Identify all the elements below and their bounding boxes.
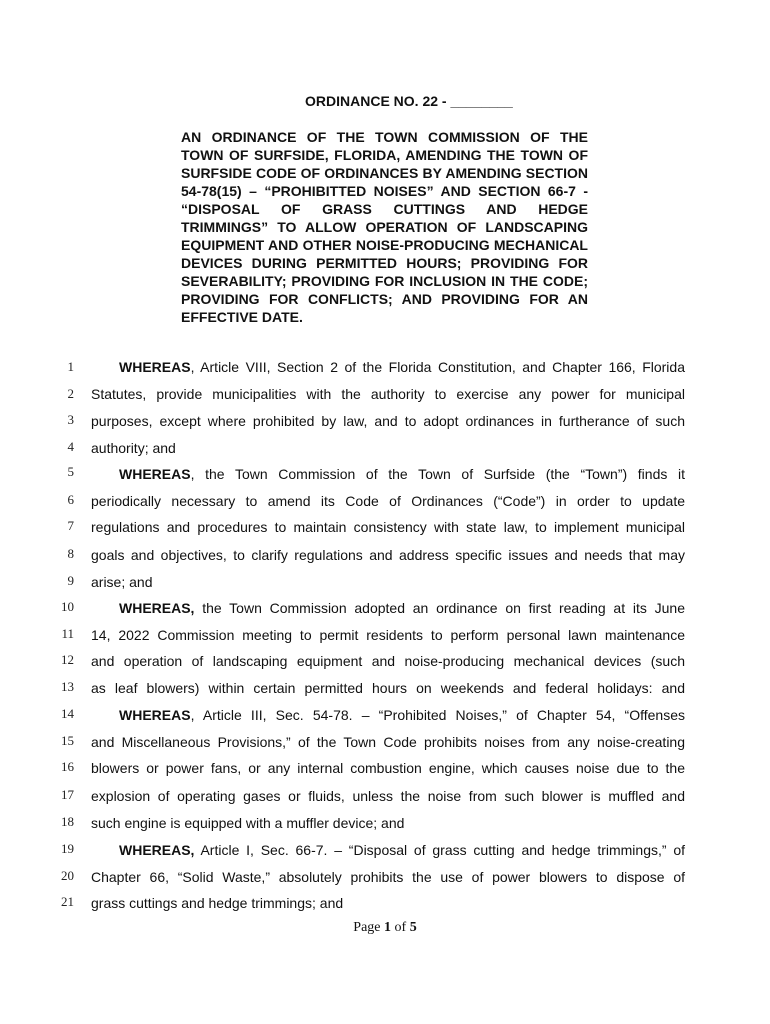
body-line [91,547,685,563]
line-number: 7 [67,518,74,533]
line-number: 10 [61,599,74,614]
body-line [91,386,685,402]
whereas-keyword: WHEREAS, [119,842,195,858]
line-text: as leaf blowers) within certain permitted hours on weekends and federal holidays: and [91,680,685,696]
page-current: 1 [384,920,392,935]
line-text: authority; and [91,440,176,456]
body-line [119,600,685,616]
whereas-keyword: WHEREAS [119,359,191,375]
line-number: 21 [61,894,74,909]
line-text: , the Town Commission of the Town of Surfside (the “Town”) finds it [190,466,685,482]
line-text: goals and objectives, to clarify regulations and address specific issues and needs that may [91,547,685,563]
line-number: 17 [61,787,74,802]
body-line [91,413,685,429]
page-footer [0,920,770,936]
line-text: and Miscellaneous Provisions,” of the Town Code prohibits noises from any noise-creating [91,734,685,750]
body-line [91,519,685,535]
body-line [119,707,685,723]
body-line [91,653,685,669]
line-text: such engine is equipped with a muffler device; and [91,815,405,831]
line-number: 20 [61,868,74,883]
body-line [91,869,685,885]
line-number: 3 [67,412,74,427]
line-number: 19 [61,841,74,856]
body-line [91,815,685,831]
line-text: regulations and procedures to maintain consistency with state law, to implement municipal [91,519,685,535]
line-text: grass cuttings and hedge trimmings; and [91,895,344,911]
line-number: 2 [67,386,74,401]
line-text: and operation of landscaping equipment and noise-producing mechanical devices (such [91,653,685,669]
line-text: purposes, except where prohibited by law, and to adopt ordinances in furtherance of such [91,413,685,429]
line-number: 1 [67,359,74,374]
line-text: arise; and [91,574,153,590]
line-text: Chapter 66, “Solid Waste,” absolutely prohibits the use of power blowers to dispose of [91,869,685,885]
line-text: Statutes, provide municipalities with the authority to exercise any power for municipal [91,386,685,402]
line-number: 8 [67,546,74,561]
page-total: 5 [409,920,417,935]
line-number: 15 [61,733,74,748]
body-line [91,760,685,776]
ordinance-number-title: ORDINANCE NO. 22 - ________ [305,93,513,109]
line-number: 11 [61,626,74,641]
line-number: 4 [67,439,74,454]
line-number: 12 [61,652,74,667]
body-line [91,788,685,804]
body-line [119,842,685,858]
line-text: explosion of operating gases or fluids, unless the noise from such blower is muffled and [91,788,685,804]
line-number: 16 [61,759,74,774]
line-text: , Article VIII, Section 2 of the Florida Constitution, and Chapter 166, Florida [190,359,685,375]
page-word: Page [353,920,381,935]
body-line [91,627,685,643]
body-line [91,895,685,911]
line-text: periodically necessary to amend its Code of Ordinances (“Code”) in order to update [91,493,685,509]
whereas-keyword: WHEREAS, [119,600,195,616]
whereas-keyword: WHEREAS [119,707,191,723]
body-line [91,734,685,750]
line-text: Article I, Sec. 66-7. – “Disposal of grass cutting and hedge trimmings,” of [194,842,685,858]
line-text: , Article III, Sec. 54-78. – “Prohibited Noises,” of Chapter 54, “Offenses [190,707,685,723]
body-line [91,440,685,456]
line-number: 6 [67,492,74,507]
line-number: 13 [61,679,74,694]
line-text: the Town Commission adopted an ordinance on first reading at its June [194,600,685,616]
line-text: blowers or power fans, or any internal combustion engine, which causes noise due to the [91,760,685,776]
line-number: 5 [67,464,74,479]
body-line [119,359,685,375]
body-line [91,574,685,590]
of-word: of [394,920,407,935]
line-number: 18 [61,814,74,829]
body-line [91,493,685,509]
line-number: 14 [61,706,74,721]
line-text: 14, 2022 Commission meeting to permit residents to perform personal lawn maintenance [91,627,685,643]
line-number: 9 [67,573,74,588]
body-line [119,466,685,482]
whereas-keyword: WHEREAS [119,466,191,482]
ordinance-caption: AN ORDINANCE OF THE TOWN COMMISSION OF THE TOWN OF SURFSIDE, FLORIDA, AMENDING THE TOWN OF SURFSIDE CODE OF ORDINANCES BY AMENDING SECTION 54-78(15) – “PROHIBITTED NOISES” AND SECTION 66-7 - “DISPOSAL OF GRASS CUTTINGS AND HEDGE TRIMMINGS” TO ALLOW OPERATION OF LANDSCAPING EQUIPMENT AND OTHER NOISE-PRODUCING MECHANICAL DEVICES DURING PERMITTED HOURS; PROVIDING FOR SEVERABILITY; PROVIDING FOR INCLUSION IN THE CODE; PROVIDING FOR CONFLICTS; AND PROVIDING FOR AN EFFECTIVE DATE. [181,129,588,325]
body-line [91,680,685,696]
